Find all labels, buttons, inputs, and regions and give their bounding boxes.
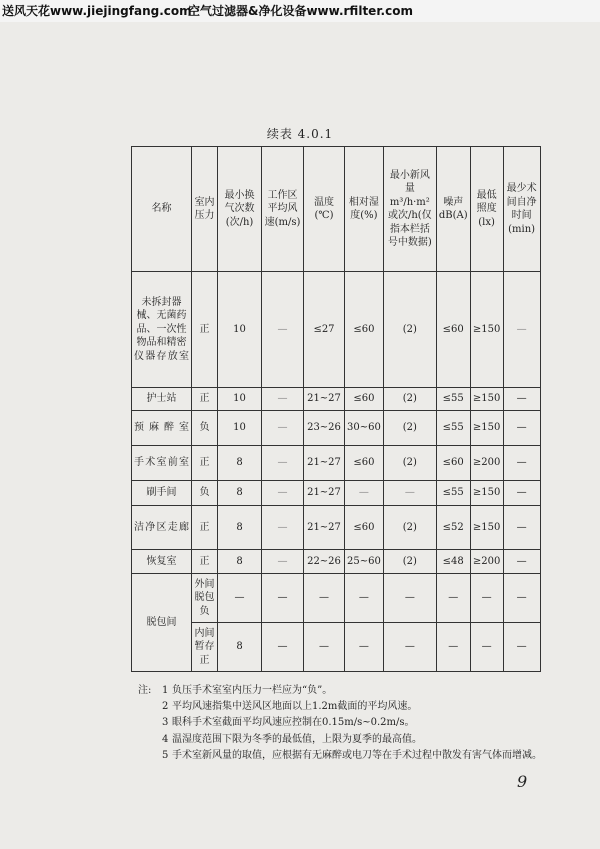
air-changes-cell: 10 [218, 272, 262, 388]
pressure-cell: 正 [192, 446, 218, 481]
illuminance-cell: — [470, 623, 503, 672]
ventilation-spec-table [131, 146, 541, 672]
note-text: 温湿度范围下限为冬季的最低值，上限为夏季的最高值。 [172, 733, 422, 745]
temperature-cell: ≤27 [304, 272, 345, 388]
table-row [132, 623, 541, 672]
fresh-air-cell: (2) [383, 550, 436, 574]
pressure-cell: 外间脱包负 [192, 574, 218, 623]
air-changes-cell: 8 [218, 623, 262, 672]
note-item [138, 748, 558, 764]
note-text: 眼科手术室截面平均风速应控制在0.15m/s~0.2m/s。 [172, 717, 415, 729]
pressure-cell: 正 [192, 550, 218, 574]
illuminance-cell: ≥150 [470, 506, 503, 550]
illuminance-cell: ≥150 [470, 272, 503, 388]
table-row [132, 550, 541, 574]
noise-cell: — [436, 623, 470, 672]
note-text: 手术室新风量的取值，应根据有无麻醉或电刀等在手术过程中散发有害气体而增减。 [172, 749, 542, 761]
air-speed-cell: — [262, 506, 304, 550]
fresh-air-cell: (2) [383, 388, 436, 411]
note-number: 5 [162, 749, 169, 761]
note-item [138, 715, 558, 731]
self-clean-cell: — [503, 388, 540, 411]
noise-cell: ≤55 [436, 388, 470, 411]
air-speed-cell: — [262, 272, 304, 388]
humidity-cell: — [345, 574, 384, 623]
air-speed-cell: — [262, 481, 304, 506]
noise-cell: ≤52 [436, 506, 470, 550]
fresh-air-cell: (2) [383, 506, 436, 550]
table-title: 续表 4.0.1 [266, 127, 334, 141]
self-clean-cell: — [503, 506, 540, 550]
table-row [132, 574, 541, 623]
noise-cell: — [436, 574, 470, 623]
temperature-cell: 21~27 [304, 388, 345, 411]
humidity-cell: 30~60 [345, 411, 384, 446]
fresh-air-cell: (2) [383, 446, 436, 481]
column-header-air-changes: 最小换气次数(次/h) [218, 147, 262, 272]
illuminance-cell: ≥150 [470, 388, 503, 411]
column-header-self-clean-time: 最少术间自净时间(min) [503, 147, 540, 272]
column-header-humidity: 相对湿度(%) [345, 147, 384, 272]
illuminance-cell: ≥200 [470, 550, 503, 574]
table-row [132, 388, 541, 411]
room-name: 恢复室 [132, 550, 192, 574]
pressure-cell: 负 [192, 411, 218, 446]
fresh-air-cell: — [383, 481, 436, 506]
header-right-text: 空气过滤器&净化设备www.rfilter.com [188, 4, 413, 18]
pressure-cell: 正 [192, 272, 218, 388]
air-speed-cell: — [262, 574, 304, 623]
room-name: 护士站 [132, 388, 192, 411]
humidity-cell: 25~60 [345, 550, 384, 574]
column-header-pressure: 室内压力 [192, 147, 218, 272]
noise-cell: ≤48 [436, 550, 470, 574]
air-changes-cell: 8 [218, 506, 262, 550]
note-text: 负压手术室室内压力一栏应为“负”。 [172, 685, 333, 696]
illuminance-cell: — [470, 574, 503, 623]
site-header-banner [0, 0, 600, 22]
column-header-fresh-air: 最小新风量m³/h·m²或次/h(仅指本栏括号中数据) [383, 147, 436, 272]
room-name: 预麻醉室 [132, 411, 192, 446]
note-text: 平均风速指集中送风区地面以上1.2m截面的平均风速。 [172, 701, 418, 713]
temperature-cell: 22~26 [304, 550, 345, 574]
table-header [132, 147, 541, 272]
humidity-cell: ≤60 [345, 388, 384, 411]
illuminance-cell: ≥200 [470, 446, 503, 481]
self-clean-cell: — [503, 550, 540, 574]
air-speed-cell: — [262, 446, 304, 481]
page-number: 9 [517, 772, 528, 791]
note-number: 1 [162, 685, 169, 696]
table-row [132, 272, 541, 388]
noise-cell: ≤55 [436, 481, 470, 506]
temperature-cell: 23~26 [304, 411, 345, 446]
illuminance-cell: ≥150 [470, 481, 503, 506]
air-changes-cell: 10 [218, 388, 262, 411]
note-number: 4 [162, 733, 169, 745]
table-row [132, 481, 541, 506]
noise-cell: ≤60 [436, 446, 470, 481]
self-clean-cell: — [503, 272, 540, 388]
illuminance-cell: ≥150 [470, 411, 503, 446]
table-row [132, 446, 541, 481]
humidity-cell: ≤60 [345, 446, 384, 481]
air-changes-cell: 10 [218, 411, 262, 446]
column-header-name: 名称 [132, 147, 192, 272]
fresh-air-cell: — [383, 623, 436, 672]
humidity-cell: — [345, 623, 384, 672]
room-name: 洁净区走廊 [132, 506, 192, 550]
room-name: 手术室前室 [132, 446, 192, 481]
humidity-cell: ≤60 [345, 272, 384, 388]
fresh-air-cell: (2) [383, 411, 436, 446]
note-number: 2 [162, 701, 169, 713]
self-clean-cell: — [503, 574, 540, 623]
air-speed-cell: — [262, 623, 304, 672]
air-speed-cell: — [262, 550, 304, 574]
note-item [138, 683, 558, 699]
humidity-cell: — [345, 481, 384, 506]
humidity-cell: ≤60 [345, 506, 384, 550]
room-name: 刷手间 [132, 481, 192, 506]
column-header-temperature: 温度(℃) [304, 147, 345, 272]
temperature-cell: 21~27 [304, 481, 345, 506]
temperature-cell: 21~27 [304, 506, 345, 550]
note-item [138, 699, 558, 715]
air-changes-cell: — [218, 574, 262, 623]
notes-lead: 注: [138, 685, 152, 696]
table-row [132, 506, 541, 550]
pressure-cell: 正 [192, 388, 218, 411]
air-changes-cell: 8 [218, 446, 262, 481]
room-name: 未拆封器械、无菌药品、一次性物品和精密仪器存放室 [132, 272, 192, 388]
noise-cell: ≤55 [436, 411, 470, 446]
temperature-cell: — [304, 574, 345, 623]
temperature-cell: — [304, 623, 345, 672]
air-speed-cell: — [262, 411, 304, 446]
fresh-air-cell: — [383, 574, 436, 623]
table-notes [138, 683, 558, 764]
self-clean-cell: — [503, 623, 540, 672]
self-clean-cell: — [503, 481, 540, 506]
self-clean-cell: — [503, 446, 540, 481]
pressure-cell: 内间暂存正 [192, 623, 218, 672]
header-left-text: 送风天花www.jiejingfang.com [2, 4, 192, 18]
temperature-cell: 21~27 [304, 446, 345, 481]
pressure-cell: 正 [192, 506, 218, 550]
fresh-air-cell: (2) [383, 272, 436, 388]
note-number: 3 [162, 717, 169, 729]
column-header-noise: 噪声dB(A) [436, 147, 470, 272]
air-changes-cell: 8 [218, 550, 262, 574]
air-changes-cell: 8 [218, 481, 262, 506]
self-clean-cell: — [503, 411, 540, 446]
noise-cell: ≤60 [436, 272, 470, 388]
pressure-cell: 负 [192, 481, 218, 506]
table-row [132, 411, 541, 446]
note-item [138, 732, 558, 748]
air-speed-cell: — [262, 388, 304, 411]
column-header-air-speed: 工作区平均风速(m/s) [262, 147, 304, 272]
room-name: 脱包间 [132, 574, 192, 672]
column-header-illuminance: 最低照度(lx) [470, 147, 503, 272]
